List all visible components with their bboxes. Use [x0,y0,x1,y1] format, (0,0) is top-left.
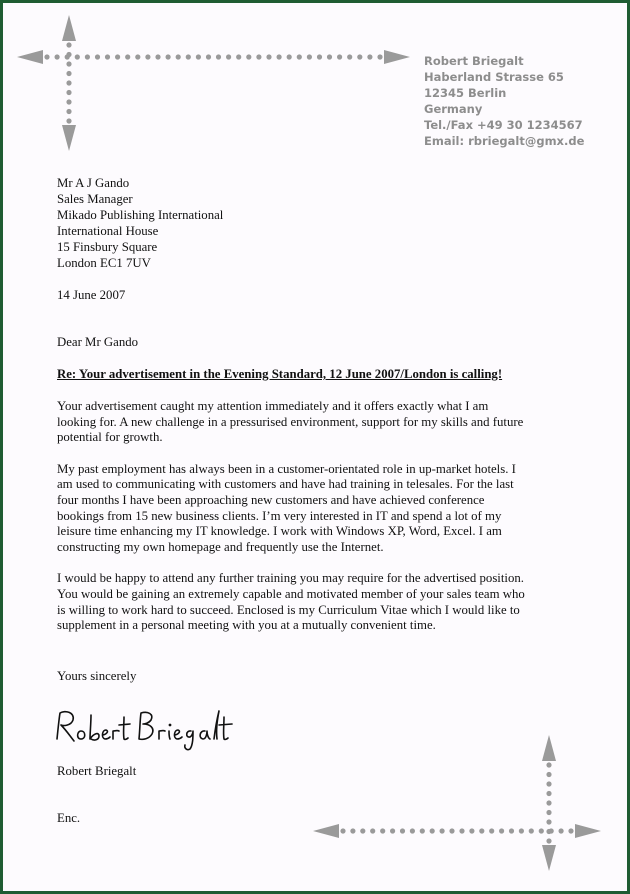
decoration-dot [135,54,140,59]
decoration-dot [95,54,100,59]
recipient-city: London EC1 7UV [57,255,151,270]
arrow-up-icon [62,15,76,41]
decoration-dot [125,54,130,59]
decoration-dot [400,828,405,833]
decoration-dot [256,54,261,59]
decoration-dot [568,828,573,833]
decoration-dot [66,99,71,104]
decoration-dot [66,118,71,123]
sender-country: Germany [424,101,483,116]
sender-email: Email: rbriegalt@gmx.de [424,133,585,148]
recipient-title: Sales Manager [57,191,133,206]
decoration-dot [370,828,375,833]
decoration-dot [440,828,445,833]
arrow-left-icon [17,50,43,64]
recipient-company: Mikado Publishing International [57,207,224,222]
decoration-dot [546,810,551,815]
recipient-name: Mr A J Gando [57,176,130,190]
decoration-dot [166,54,171,59]
sender-city: 12345 Berlin [424,85,507,100]
decoration-dot [529,828,534,833]
decoration-dot [380,828,385,833]
decoration-dot [410,828,415,833]
decoration-dot [196,54,201,59]
decoration-dot [357,54,362,59]
sender-street: Haberland Strasse 65 [424,69,564,84]
decoration-dot [539,828,544,833]
arrow-down-icon [62,125,76,151]
decoration-dot [115,54,120,59]
decoration-dot [546,838,551,843]
recipient-building: International House [57,223,159,238]
body-paragraph: My past employment has always been in a customer-orientated role in up-market hotels. I am used to communicating with customers and have had training in telesales. For the last four months I have been approaching new customers and have achieved conference bookings from 15 new business clients. I’m very interested in IT and spend a lot of my leisure time enhancing my IT knowledge. I work with Windows XP, Word, Excel. I am constructing my own homepage and frequently use the Internet. [57,461,516,555]
sender-name: Robert Briegalt [424,54,524,68]
decoration-dot [489,828,494,833]
decoration-dot [287,54,292,59]
decoration-dot [340,828,345,833]
handwritten-signature [51,703,241,753]
decoration-dot [377,54,382,59]
decoration-dot [546,819,551,824]
decoration-dot [145,54,150,59]
arrow-right-icon [384,50,410,64]
decoration-dot [317,54,322,59]
letter-page [3,3,627,891]
decoration-dot [546,791,551,796]
decoration-dot [176,54,181,59]
decoration-dot [337,54,342,59]
decoration-dot [75,54,80,59]
decoration-dot [559,828,564,833]
sender-phone: Tel./Fax +49 30 1234567 [424,117,583,132]
decoration-dot [226,54,231,59]
letter-body [57,399,527,650]
decoration-dot [509,828,514,833]
decoration-dot [420,828,425,833]
sender-address-block [424,54,584,149]
decoration-dot [327,54,332,59]
decoration-dot [367,54,372,59]
letter-date: 14 June 2007 [57,288,126,302]
decoration-dot [297,54,302,59]
arrow-down-icon [542,845,556,871]
enclosure-note: Enc. [57,811,81,825]
decoration-dot [186,54,191,59]
bottom-right-dotted-cross [313,735,601,871]
decoration-dot [499,828,504,833]
decoration-dot [66,80,71,85]
decoration-dot [390,828,395,833]
decoration-dot [277,54,282,59]
decoration-dot [469,828,474,833]
decoration-dot [66,90,71,95]
decoration-dot [216,54,221,59]
decoration-dot [44,54,49,59]
decoration-dot [307,54,312,59]
subject-line: Re: Your advertisement in the Evening Standard, 12 June 2007/London is calling! [57,367,503,381]
printed-name: Robert Briegalt [57,764,137,778]
decoration-dot [266,54,271,59]
decoration-dot [546,781,551,786]
recipient-street: 15 Finsbury Square [57,239,158,254]
decoration-dot [155,54,160,59]
top-left-dotted-cross [17,15,410,151]
decoration-dot [65,54,70,59]
decoration-dot [360,828,365,833]
arrow-up-icon [542,735,556,761]
decoration-dot [85,54,90,59]
recipient-address-block [57,176,223,271]
closing: Yours sincerely [57,669,137,683]
decoration-dot [236,54,241,59]
decoration-dot [546,800,551,805]
decoration-dot [347,54,352,59]
decoration-dot [55,54,60,59]
body-paragraph: I would be happy to attend any further training you may require for the advertised position. You would be gaining an extremely capable and motivated member of your sales team who is willing to work hard to succeed. Enclosed is my Curriculum Vitae which I would like to supplement in a personal meeting with you at a mutually convenient time. [57,571,525,633]
decoration-dot [246,54,251,59]
decoration-dot [206,54,211,59]
decoration-dot [479,828,484,833]
decoration-dot [549,828,554,833]
decoration-dot [105,54,110,59]
decoration-dot [66,61,71,66]
arrow-left-icon [313,824,339,838]
decoration-dot [546,772,551,777]
decoration-dot [66,71,71,76]
arrow-right-icon [575,824,601,838]
decoration-dot [459,828,464,833]
decoration-dot [350,828,355,833]
decoration-dot [449,828,454,833]
decoration-dot [66,109,71,114]
decoration-dot [66,42,71,47]
salutation: Dear Mr Gando [57,335,139,349]
decoration-dot [546,762,551,767]
body-paragraph: Your advertisement caught my attention immediately and it offers exactly what I am looking for. A new challenge in a pressurised environment, support for my skills and future potential for growth. [57,399,524,445]
decoration-dot [430,828,435,833]
decoration-dot [519,828,524,833]
